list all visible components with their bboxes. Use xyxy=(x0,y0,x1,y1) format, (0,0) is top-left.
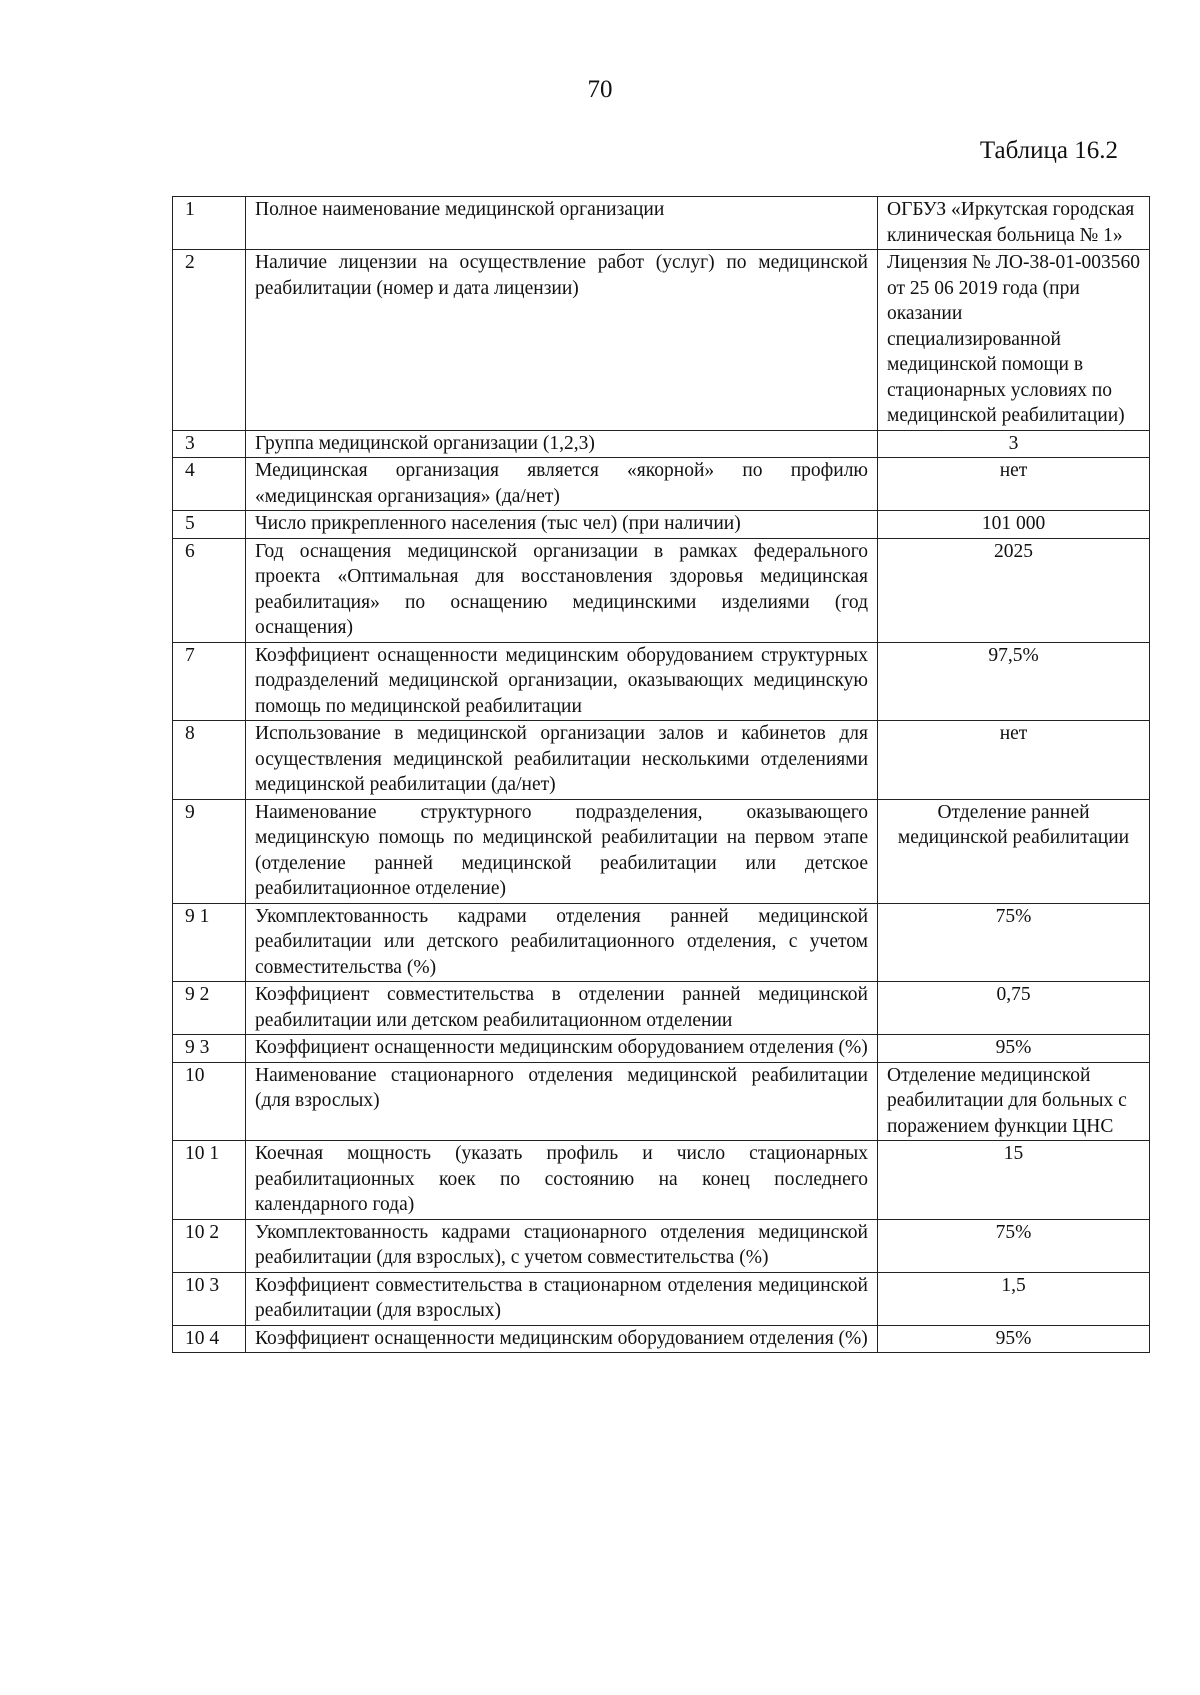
row-value: 2025 xyxy=(878,538,1150,642)
row-number: 10 3 xyxy=(173,1272,246,1325)
row-number: 7 xyxy=(173,642,246,721)
table-row xyxy=(173,1272,1150,1325)
row-number: 6 xyxy=(173,538,246,642)
row-value: Отделение ранней медицинской реабилитации xyxy=(878,799,1150,903)
table-row xyxy=(173,538,1150,642)
row-description: Медицинская организация является «якорной» по профилю «медицинская организация» (да/нет) xyxy=(246,458,878,511)
row-number: 10 2 xyxy=(173,1219,246,1272)
row-description: Наименование структурного подразделения, оказывающего медицинскую помощь по медицинской реабилитации на первом этапе (отделение ранней медицинской реабилитации или детское реабилитационное отделение) xyxy=(246,799,878,903)
table-row xyxy=(173,1035,1150,1063)
row-number: 10 1 xyxy=(173,1141,246,1220)
row-description: Коэффициент совместительства в отделении ранней медицинской реабилитации или детском реабилитационном отделении xyxy=(246,982,878,1035)
table-row xyxy=(173,430,1150,458)
table-row xyxy=(173,721,1150,800)
row-description: Наличие лицензии на осуществление работ (услуг) по медицинской реабилитации (номер и дата лицензии) xyxy=(246,250,878,431)
row-value: 95% xyxy=(878,1325,1150,1353)
table-row xyxy=(173,1325,1150,1353)
row-description: Коэффициент совместительства в стационарном отделения медицинской реабилитации (для взрослых) xyxy=(246,1272,878,1325)
page-number: 70 xyxy=(587,76,613,103)
row-value: 101 000 xyxy=(878,511,1150,539)
row-description: Укомплектованность кадрами отделения ранней медицинской реабилитации или детского реабилитационного отделения, с учетом совместительства (%) xyxy=(246,903,878,982)
row-value: 15 xyxy=(878,1141,1150,1220)
row-value: нет xyxy=(878,721,1150,800)
row-number: 2 xyxy=(173,250,246,431)
table-row xyxy=(173,511,1150,539)
row-description: Коэффициент оснащенности медицинским оборудованием структурных подразделений медицинской организации, оказывающих медицинскую помощь по медицинской реабилитации xyxy=(246,642,878,721)
row-value: 0,75 xyxy=(878,982,1150,1035)
row-number: 3 xyxy=(173,430,246,458)
row-number: 9 1 xyxy=(173,903,246,982)
row-value: ОГБУЗ «Иркутская городская клиническая больница № 1» xyxy=(878,197,1150,250)
row-description: Коечная мощность (указать профиль и число стационарных реабилитационных коек по состоянию на конец последнего календарного года) xyxy=(246,1141,878,1220)
table-row xyxy=(173,799,1150,903)
row-number: 10 4 xyxy=(173,1325,246,1353)
row-number: 8 xyxy=(173,721,246,800)
row-number: 9 xyxy=(173,799,246,903)
table-caption: Таблица 16.2 xyxy=(979,137,1118,164)
table-row xyxy=(173,197,1150,250)
row-value: 97,5% xyxy=(878,642,1150,721)
row-value: Лицензия № ЛО-38-01-003560 от 25 06 2019 года (при оказании специализированной медицинской помощи в стационарных условиях по медицинской реабилитации) xyxy=(878,250,1150,431)
table-row xyxy=(173,1062,1150,1141)
row-description: Год оснащения медицинской организации в рамках федерального проекта «Оптимальная для восстановления здоровья медицинская реабилитация» по оснащению медицинскими изделиями (год оснащения) xyxy=(246,538,878,642)
row-number: 4 xyxy=(173,458,246,511)
row-number: 9 3 xyxy=(173,1035,246,1063)
row-number: 10 xyxy=(173,1062,246,1141)
row-description: Коэффициент оснащенности медицинским оборудованием отделения (%) xyxy=(246,1035,878,1063)
row-number: 1 xyxy=(173,197,246,250)
table-row xyxy=(173,903,1150,982)
row-description: Число прикрепленного населения (тыс чел) (при наличии) xyxy=(246,511,878,539)
row-value: 3 xyxy=(878,430,1150,458)
row-description: Коэффициент оснащенности медицинским оборудованием отделения (%) xyxy=(246,1325,878,1353)
row-description: Наименование стационарного отделения медицинской реабилитации (для взрослых) xyxy=(246,1062,878,1141)
table-row xyxy=(173,250,1150,431)
row-value: 1,5 xyxy=(878,1272,1150,1325)
table-row xyxy=(173,642,1150,721)
table-row xyxy=(173,1141,1150,1220)
row-number: 5 xyxy=(173,511,246,539)
row-description: Использование в медицинской организации залов и кабинетов для осуществления медицинской реабилитации несколькими отделениями медицинской реабилитации (да/нет) xyxy=(246,721,878,800)
row-description: Группа медицинской организации (1,2,3) xyxy=(246,430,878,458)
license-info-table xyxy=(172,196,1150,1353)
row-value: 95% xyxy=(878,1035,1150,1063)
row-number: 9 2 xyxy=(173,982,246,1035)
row-description: Укомплектованность кадрами стационарного отделения медицинской реабилитации (для взрослых), с учетом совместительства (%) xyxy=(246,1219,878,1272)
row-description: Полное наименование медицинской организации xyxy=(246,197,878,250)
table-row xyxy=(173,982,1150,1035)
table-row xyxy=(173,1219,1150,1272)
row-value: 75% xyxy=(878,1219,1150,1272)
row-value: 75% xyxy=(878,903,1150,982)
row-value: нет xyxy=(878,458,1150,511)
table-body xyxy=(173,197,1150,1353)
row-value: Отделение медицинской реабилитации для больных с поражением функции ЦНС xyxy=(878,1062,1150,1141)
table-row xyxy=(173,458,1150,511)
